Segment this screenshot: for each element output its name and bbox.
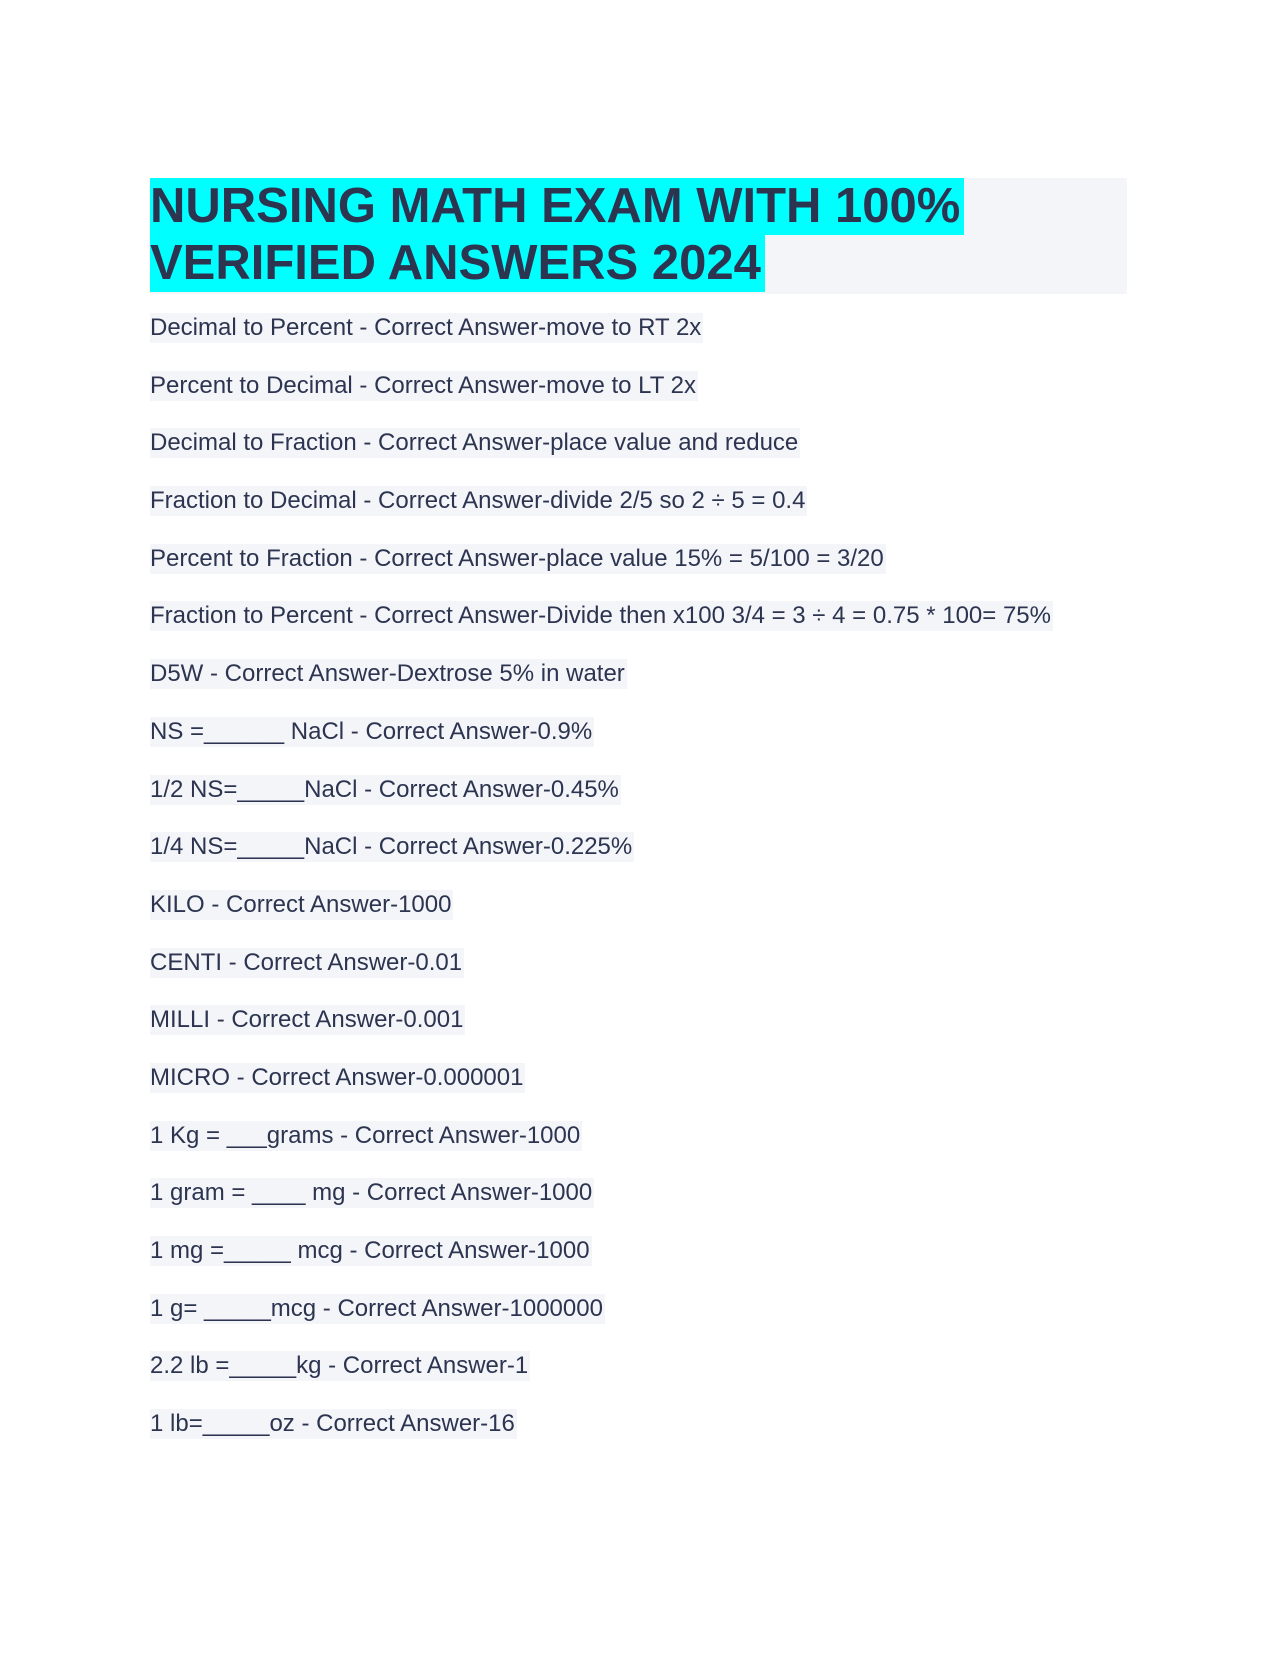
qa-item-text: Fraction to Percent - Correct Answer-Divide then x100 3/4 = 3 ÷ 4 = 0.75 * 100= 75% bbox=[150, 602, 1051, 630]
qa-item-text: NS =______ NaCl - Correct Answer-0.9% bbox=[150, 717, 593, 745]
qa-list bbox=[150, 313, 1127, 1467]
qa-item-text: Percent to Decimal - Correct Answer-move to LT 2x bbox=[150, 371, 696, 399]
qa-item-text: CENTI - Correct Answer-0.01 bbox=[150, 948, 463, 976]
qa-item bbox=[150, 659, 1127, 717]
title-line-1: NURSING MATH EXAM WITH 100% bbox=[150, 178, 964, 235]
qa-item-text: 1 mg =_____ mcg - Correct Answer-1000 bbox=[150, 1237, 590, 1264]
qa-item-text: Fraction to Decimal - Correct Answer-divide 2/5 so 2 ÷ 5 = 0.4 bbox=[150, 487, 806, 515]
qa-item bbox=[150, 544, 1127, 602]
qa-item bbox=[150, 371, 1127, 429]
qa-item bbox=[150, 1121, 1127, 1179]
qa-item bbox=[150, 948, 1127, 1006]
qa-item-text: 1 lb=_____oz - Correct Answer-16 bbox=[150, 1410, 515, 1438]
qa-item-text: MICRO - Correct Answer-0.000001 bbox=[150, 1063, 524, 1091]
qa-item bbox=[150, 1063, 1127, 1121]
qa-item-text: KILO - Correct Answer-1000 bbox=[150, 890, 452, 918]
qa-item-text: Percent to Fraction - Correct Answer-place value 15% = 5/100 = 3/20 bbox=[150, 544, 884, 572]
qa-item bbox=[150, 313, 1127, 371]
qa-item bbox=[150, 1236, 1127, 1294]
qa-item-text: Decimal to Percent - Correct Answer-move to RT 2x bbox=[150, 314, 702, 341]
qa-item bbox=[150, 486, 1127, 544]
qa-item-text: 1/2 NS=_____NaCl - Correct Answer-0.45% bbox=[150, 775, 619, 803]
qa-item-text: Decimal to Fraction - Correct Answer-place value and reduce bbox=[150, 429, 799, 457]
document-page bbox=[150, 178, 1127, 1467]
qa-item bbox=[150, 1409, 1127, 1467]
qa-item bbox=[150, 890, 1127, 948]
qa-item bbox=[150, 601, 1127, 659]
qa-item bbox=[150, 1178, 1127, 1236]
qa-item-text: D5W - Correct Answer-Dextrose 5% in water bbox=[150, 660, 625, 688]
qa-item bbox=[150, 775, 1127, 833]
qa-item bbox=[150, 717, 1127, 775]
qa-item bbox=[150, 428, 1127, 486]
qa-item-text: 1 Kg = ___grams - Correct Answer-1000 bbox=[150, 1121, 581, 1149]
document-title bbox=[150, 178, 1127, 294]
qa-item bbox=[150, 832, 1127, 890]
qa-item bbox=[150, 1351, 1127, 1409]
qa-item-text: 2.2 lb =_____kg - Correct Answer-1 bbox=[150, 1352, 529, 1380]
qa-item bbox=[150, 1005, 1127, 1063]
qa-item-text: 1/4 NS=_____NaCl - Correct Answer-0.225% bbox=[150, 833, 633, 861]
qa-item-text: 1 gram = ____ mg - Correct Answer-1000 bbox=[150, 1179, 593, 1207]
qa-item-text: 1 g= _____mcg - Correct Answer-1000000 bbox=[150, 1294, 603, 1322]
qa-item-text: MILLI - Correct Answer-0.001 bbox=[150, 1006, 464, 1034]
qa-item bbox=[150, 1294, 1127, 1352]
title-line-2: VERIFIED ANSWERS 2024 bbox=[150, 235, 765, 292]
